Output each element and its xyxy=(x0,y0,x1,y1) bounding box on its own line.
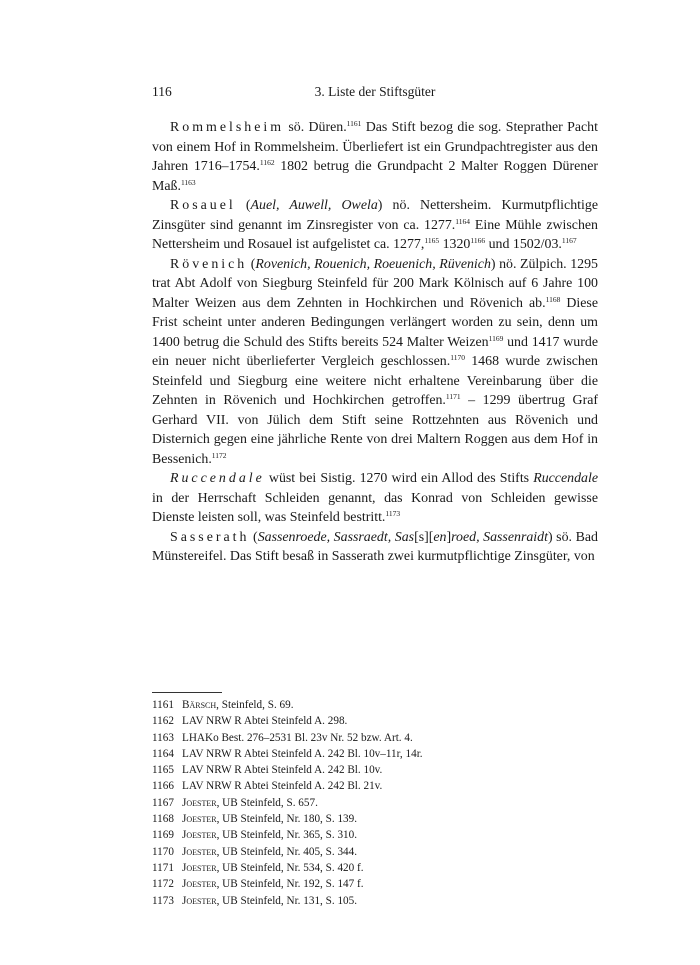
footnote-number: 1164 xyxy=(152,747,174,760)
footnote-text: , UB Steinfeld, Nr. 180, S. 139. xyxy=(216,813,358,826)
footnote-number: 1167 xyxy=(152,796,174,809)
text-run: 1468 wurde zwischen Steinfeld und Siegburg eine weitere nicht erhaltene Vereinbarung über die Zehnten in Rövenich und Hochkirchen getroffen. xyxy=(152,354,598,408)
footnote-number: 1163 xyxy=(152,731,174,744)
footnote-1169 xyxy=(152,827,598,843)
footnote-number: 1171 xyxy=(152,861,174,874)
footnote-text: , UB Steinfeld, Nr. 192, S. 147 f. xyxy=(216,878,364,891)
page-header xyxy=(152,84,598,106)
text-run: Eine Mühle zwischen Nettersheim und Rosauel ist aufgelistet ca. 1277, xyxy=(152,217,598,252)
text-run: ] xyxy=(446,529,452,545)
footnote-ref: 1166 xyxy=(470,236,486,245)
footnote-text: LAV NRW R Abtei Steinfeld A. 242 Bl. 10v. xyxy=(182,764,383,777)
footnote-number: 1172 xyxy=(152,878,174,891)
page-number: 116 xyxy=(152,84,172,99)
footnote-number: 1161 xyxy=(152,699,174,711)
footnote-author: Joester xyxy=(182,845,217,858)
text-run: 1802 betrug die Grundpacht 2 Malter Roggen Dürener Maß. xyxy=(152,159,598,194)
footnote-1170 xyxy=(152,844,598,860)
paragraph-roevenich xyxy=(152,255,598,470)
lemma: Ruccendale xyxy=(170,471,265,486)
italic-text: Ruccendale xyxy=(533,471,598,486)
footnote-ref: 1171 xyxy=(445,392,461,401)
footnote-author: Joester xyxy=(182,813,217,826)
text-run: – 1299 übertrug Graf Gerhard VII. von Jülich dem Stift seine Rottzehnten aus Rövenich und Disternich gegen eine jährliche Rente von drei Maltern Roggen aus dem Hof in Bessenich. xyxy=(152,393,598,467)
footnote-number: 1170 xyxy=(152,845,174,858)
text-run: ) nö. Zülpich. 1295 trat Abt Adolf von Siegburg Steinfeld für 200 Mark Kölnisch auf 6 Jahre 100 Malter Weizen aus dem Zehnten in Hochkirchen und Rövenich ab. xyxy=(152,256,598,311)
paragraph-ruccendale xyxy=(152,469,598,528)
footnote-text: LAV NRW R Abtei Steinfeld A. 242 Bl. 10v–11r, 14r. xyxy=(182,747,423,760)
text-run: und 1502/03. xyxy=(485,237,562,252)
footnote-number: 1165 xyxy=(152,764,174,777)
footnote-1172 xyxy=(152,876,598,892)
lemma: Rommelsheim xyxy=(170,120,285,135)
text-run: Diese Frist scheint unter anderen Bedingungen verlängert worden zu sein, denn um 1400 betrug die Schuld des Stifts bereits 524 Malter Weizen xyxy=(152,295,598,350)
footnote-author: Joester xyxy=(182,894,217,907)
text-run: ( xyxy=(235,198,251,213)
text-run: in der Herrschaft Schleiden genannt, das Konrad von Schleiden gewisse Dienste leisten soll, was Steinfeld bestritt. xyxy=(152,490,598,525)
footnote-text: LHAKo Best. 276–2531 Bl. 23v Nr. 52 bzw. Art. 4. xyxy=(182,731,413,744)
footnote-1171 xyxy=(152,860,598,876)
footnote-ref: 1161 xyxy=(346,119,362,128)
footnote-number: 1168 xyxy=(152,813,174,826)
main-text xyxy=(152,118,598,567)
lemma: Sasserath xyxy=(170,529,250,545)
italic-text: Auel, Auwell, Owela xyxy=(250,198,378,213)
footnote-1166 xyxy=(152,778,598,794)
footnote-text: LAV NRW R Abtei Steinfeld A. 242 Bl. 21v. xyxy=(182,780,383,793)
footnote-ref: 1163 xyxy=(180,177,196,187)
footnote-ref: 1168 xyxy=(545,294,561,304)
lemma: Rosauel xyxy=(170,198,236,213)
footnote-1165 xyxy=(152,762,598,778)
text-run: sö. Düren. xyxy=(284,120,347,135)
text-run: 1320 xyxy=(439,237,471,252)
paragraph-sasserath xyxy=(152,528,598,567)
text-run: Das Stift bezog die sog. Steprather Pacht von einem Hof in Rommelsheim. Überliefert ist ein Grundpachtregister aus den Jahren 1716–1754. xyxy=(152,120,598,174)
text-run: ( xyxy=(249,529,258,545)
running-title: 3. Liste der Stiftsgüter xyxy=(314,84,436,99)
footnote-text: , UB Steinfeld, Nr. 534, S. 420 f. xyxy=(216,861,364,874)
footnote-ref: 1167 xyxy=(561,236,577,245)
page xyxy=(152,84,598,567)
text-run: [s][ xyxy=(414,529,434,545)
footnote-author: Bärsch xyxy=(182,699,217,711)
footnote-1162 xyxy=(152,713,598,729)
italic-text: Rovenich, Rouenich, Roeuenich, Rüvenich xyxy=(255,256,491,272)
italic-text: Sassenroede, Sassraedt, Sas xyxy=(257,529,415,545)
text-run: ( xyxy=(247,256,256,272)
text-run: wüst bei Sistig. 1270 wird ein Allod des Stifts xyxy=(264,471,534,486)
footnote-number: 1162 xyxy=(152,715,174,728)
footnote-ref: 1173 xyxy=(385,509,401,518)
text-run: und 1417 wurde ein neuer nicht überlieferter Vergleich geschlossen. xyxy=(152,334,598,369)
footnote-ref: 1165 xyxy=(424,236,440,245)
footnote-text: LAV NRW R Abtei Steinfeld A. 298. xyxy=(182,715,348,728)
footnote-author: Joester xyxy=(182,796,217,809)
footnote-1167 xyxy=(152,795,598,811)
lemma: Rövenich xyxy=(170,256,248,272)
footnote-1161 xyxy=(152,697,598,713)
footnote-number: 1173 xyxy=(152,894,174,907)
footnote-ref: 1170 xyxy=(450,353,465,362)
text-run: ) sö. Bad Münstereifel. Das Stift besaß in Sasserath zwei kurmutpflichtige Zinsgüter, von xyxy=(152,529,598,564)
footnote-ref: 1172 xyxy=(211,450,227,460)
footnote-number: 1169 xyxy=(152,829,174,842)
footnote-text: , UB Steinfeld, Nr. 131, S. 105. xyxy=(216,894,358,907)
footnote-author: Joester xyxy=(182,829,217,842)
footnote-ref: 1162 xyxy=(259,158,275,167)
footnote-text: , UB Steinfeld, S. 657. xyxy=(216,796,318,809)
footnote-1163 xyxy=(152,730,598,746)
text-run: ) nö. Nettersheim. Kurmutpflichtige Zinsgüter sind genannt im Zinsregister von ca. 1277. xyxy=(152,198,598,233)
footnote-text: , Steinfeld, S. 69. xyxy=(216,699,294,711)
footnote-text: , UB Steinfeld, Nr. 365, S. 310. xyxy=(216,829,358,842)
footnote-ref: 1164 xyxy=(455,216,471,226)
footnote-separator xyxy=(152,692,222,693)
footnote-author: Joester xyxy=(182,861,217,874)
footnotes xyxy=(152,697,598,909)
footnote-number: 1166 xyxy=(152,780,174,793)
paragraph-rommelsheim xyxy=(152,118,598,196)
paragraph-rosauel xyxy=(152,196,598,255)
italic-text: en xyxy=(433,529,447,545)
footnote-text: , UB Steinfeld, Nr. 405, S. 344. xyxy=(216,845,358,858)
footnote-1164 xyxy=(152,746,598,762)
footnote-1173 xyxy=(152,893,598,909)
footnote-1168 xyxy=(152,811,598,827)
footnote-ref: 1169 xyxy=(488,333,504,343)
italic-text: roed, Sassenraidt xyxy=(451,529,548,545)
footnote-author: Joester xyxy=(182,878,217,891)
